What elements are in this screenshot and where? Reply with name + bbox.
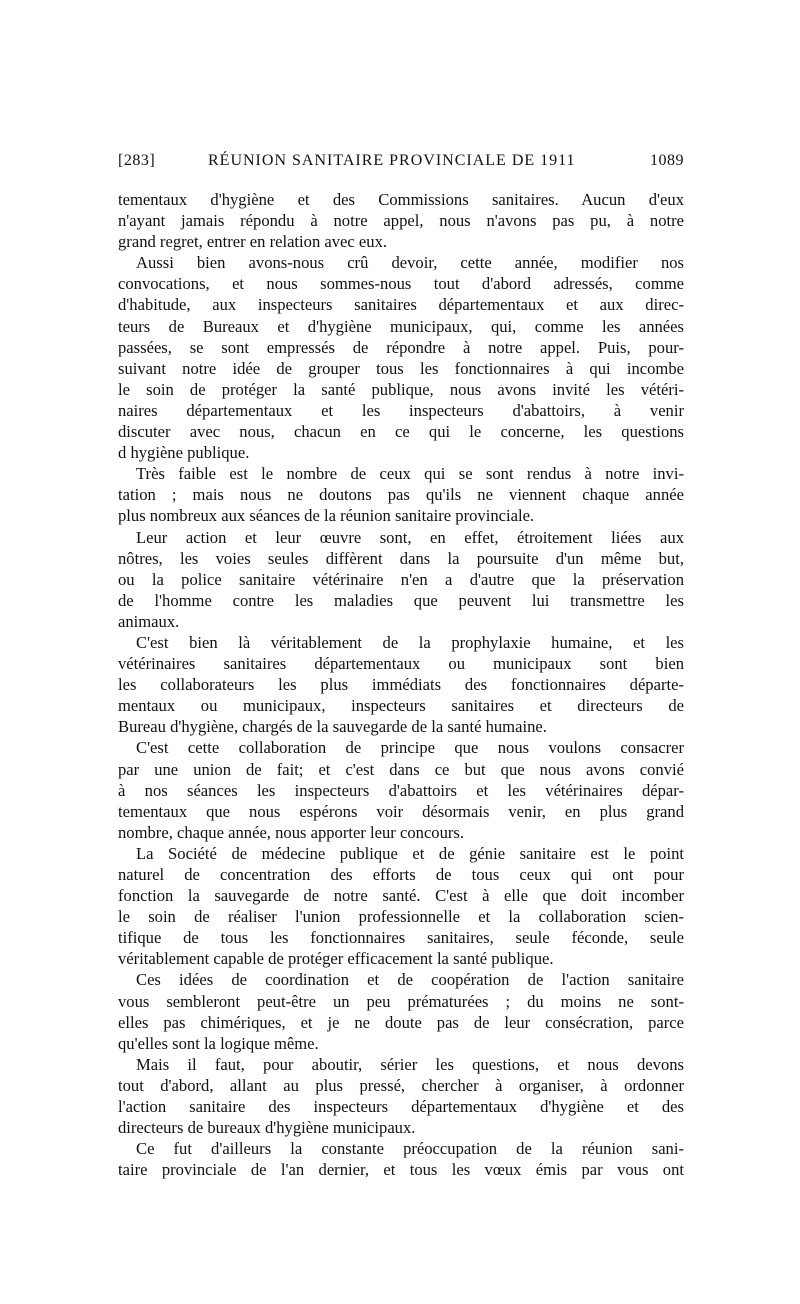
- text-line: tifique de tous les fonctionnaires sanitaires, seule féconde, seule: [118, 928, 684, 948]
- text-line: suivant notre idée de grouper tous les fonctionnaires à qui incombe: [118, 358, 684, 378]
- text-line: passées, se sont empressés de répondre à notre appel. Puis, pour-: [118, 337, 684, 357]
- text-line: C'est bien là véritablement de la prophylaxie humaine, et les: [136, 632, 684, 652]
- text-line: Très faible est le nombre de ceux qui se sont rendus à notre invi-: [136, 464, 684, 484]
- text-line: La Société de médecine publique et de génie sanitaire est le point: [136, 843, 684, 863]
- text-line: Aussi bien avons-nous crû devoir, cette année, modifier nos: [136, 253, 684, 273]
- running-title: RÉUNION SANITAIRE PROVINCIALE DE 1911: [208, 152, 576, 169]
- text-line: ou la police sanitaire vétérinaire n'en a d'autre que la préservation: [118, 569, 684, 589]
- text-line: l'action sanitaire des inspecteurs départementaux d'hygiène et des: [118, 1097, 684, 1117]
- text-line: mentaux ou municipaux, inspecteurs sanitaires et directeurs de: [118, 696, 684, 716]
- running-header: [118, 152, 684, 178]
- page-number: 1089: [650, 152, 684, 169]
- body-text: [118, 189, 684, 1180]
- text-line: les collaborateurs les plus immédiats des fonctionnaires départe-: [118, 675, 684, 695]
- text-line: par une union de fait; et c'est dans ce but que nous avons convié: [118, 759, 684, 779]
- text-line: nôtres, les voies seules diffèrent dans la poursuite d'un même but,: [118, 548, 684, 568]
- text-line: véritablement capable de protéger efficacement la santé publique.: [118, 949, 554, 969]
- text-line: le soin de protéger la santé publique, nous avons invité les vétéri-: [118, 379, 684, 399]
- text-line: à nos séances les inspecteurs d'abattoirs et les vétérinaires dépar-: [118, 780, 684, 800]
- text-line: nombre, chaque année, nous apporter leur concours.: [118, 822, 465, 842]
- text-line: Leur action et leur œuvre sont, en effet, étroitement liées aux: [136, 527, 684, 547]
- text-line: n'ayant jamais répondu à notre appel, nous n'avons pas pu, à notre: [118, 211, 684, 231]
- text-line: vous sembleront peut-être un peu prématurées ; du moins ne sont-: [118, 991, 684, 1011]
- text-line: tementaux que nous espérons voir désormais venir, en plus grand: [118, 801, 684, 821]
- text-line: qu'elles sont la logique même.: [118, 1033, 319, 1053]
- text-line: animaux.: [118, 611, 180, 631]
- text-line: directeurs de bureaux d'hygiène municipaux.: [118, 1118, 416, 1138]
- text-line: naturel de concentration des efforts de tous ceux qui ont pour: [118, 865, 684, 884]
- text-line: d'habitude, aux inspecteurs sanitaires départementaux et aux direc-: [118, 295, 684, 315]
- text-line: le soin de réaliser l'union professionnelle et la collaboration scien-: [118, 907, 684, 927]
- text-line: elles pas chimériques, et je ne doute pas de leur consécration, parce: [118, 1012, 684, 1032]
- text-line: fonction la sauvegarde de notre santé. C'est à elle que doit incomber: [118, 886, 684, 906]
- text-line: tout d'abord, allant au plus pressé, chercher à organiser, à ordonner: [118, 1075, 684, 1095]
- text-line: tation ; mais nous ne doutons pas qu'ils ne viennent chaque année: [118, 485, 684, 505]
- text-line: discuter avec nous, chacun en ce qui le concerne, les questions: [118, 422, 684, 442]
- text-line: teurs de Bureaux et d'hygiène municipaux, qui, comme les années: [118, 316, 684, 336]
- text-line: Ce fut d'ailleurs la constante préoccupation de la réunion sani-: [136, 1139, 684, 1159]
- text-line: de l'homme contre les maladies que peuvent lui transmettre les: [118, 590, 684, 610]
- text-line: tementaux d'hygiène et des Commissions sanitaires. Aucun d'eux: [118, 190, 684, 209]
- page-reference: [283]: [118, 152, 156, 169]
- text-line: plus nombreux aux séances de la réunion sanitaire provinciale.: [118, 506, 535, 526]
- text-line: Ces idées de coordination et de coopération de l'action sanitaire: [136, 970, 684, 990]
- text-line: grand regret, entrer en relation avec eux.: [118, 232, 388, 252]
- text-line: vétérinaires sanitaires départementaux ou municipaux sont bien: [118, 654, 684, 674]
- text-line: Mais il faut, pour aboutir, sérier les questions, et nous devons: [136, 1054, 684, 1074]
- text-line: naires départementaux et les inspecteurs d'abattoirs, à venir: [118, 400, 684, 420]
- text-line: convocations, et nous sommes-nous tout d'abord adressés, comme: [118, 274, 684, 294]
- text-line: taire provinciale de l'an dernier, et tous les vœux émis par vous ont: [118, 1160, 684, 1180]
- text-line: C'est cette collaboration de principe que nous voulons consacrer: [136, 738, 684, 758]
- text-line: d hygiène publique.: [118, 443, 250, 463]
- text-line: Bureau d'hygiène, chargés de la sauvegarde de la santé humaine.: [118, 717, 547, 737]
